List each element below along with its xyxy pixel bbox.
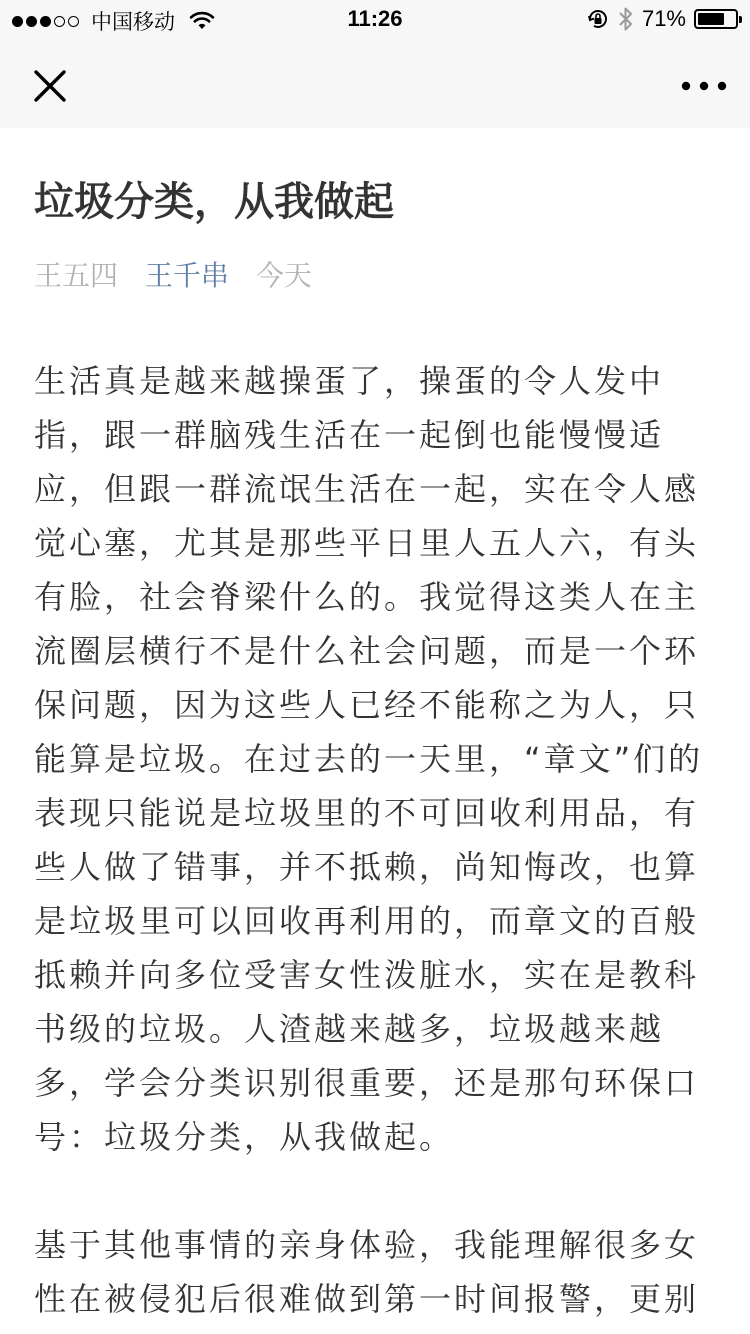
status-time: 11:26 <box>347 6 403 31</box>
carrier-name: 中国移动 <box>91 10 175 34</box>
more-dots-icon <box>678 62 730 110</box>
status-right <box>586 6 738 32</box>
nav-bar <box>0 40 750 128</box>
status-bar <box>0 0 750 40</box>
author-name: 王五四 <box>34 259 119 292</box>
more-button[interactable] <box>678 62 730 110</box>
orientation-lock-icon <box>586 7 610 31</box>
battery-icon <box>694 9 738 29</box>
bluetooth-icon <box>618 6 634 32</box>
article <box>0 128 750 1326</box>
account-link[interactable]: 王千串 <box>144 259 229 292</box>
battery-percentage: 71% <box>641 6 686 31</box>
article-meta <box>34 256 716 296</box>
close-button[interactable] <box>24 60 76 112</box>
publish-date: 今天 <box>255 259 312 292</box>
paragraph: 生活真是越来越操蛋了，操蛋的令人发中指，跟一群脑残生活在一起倒也能慢慢适应，但跟一群流氓生活在一起，实在令人感觉心塞，尤其是那些平日里人五人六，有头有脸，社会脊梁什么的。我觉得这类人在主流圈层横行不是什么社会问题，而是一个环保问题，因为这些人已经不能称之为人，只能算是垃圾。在过去的一天里，“章文”们的表现只能说是垃圾里的不可回收利用品，有些人做了错事，并不抵赖，尚知悔改，也算是垃圾里可以回收再利用的，而章文的百般抵赖并向多位受害女性泼脏水，实在是教科书级的垃圾。人渣越来越多，垃圾越来越多，学会分类识别很重要，还是那句环保口号：垃圾分类，从我做起。 <box>34 362 704 1156</box>
paragraph: 基于其他事情的亲身体验，我能理解很多女性在被侵犯后很难做到第一时间报警，更别 <box>34 1226 700 1318</box>
battery-fill <box>698 13 724 25</box>
article-content <box>34 354 716 1326</box>
close-icon <box>24 60 76 112</box>
article-title: 垃圾分类，从我做起 <box>34 179 394 225</box>
